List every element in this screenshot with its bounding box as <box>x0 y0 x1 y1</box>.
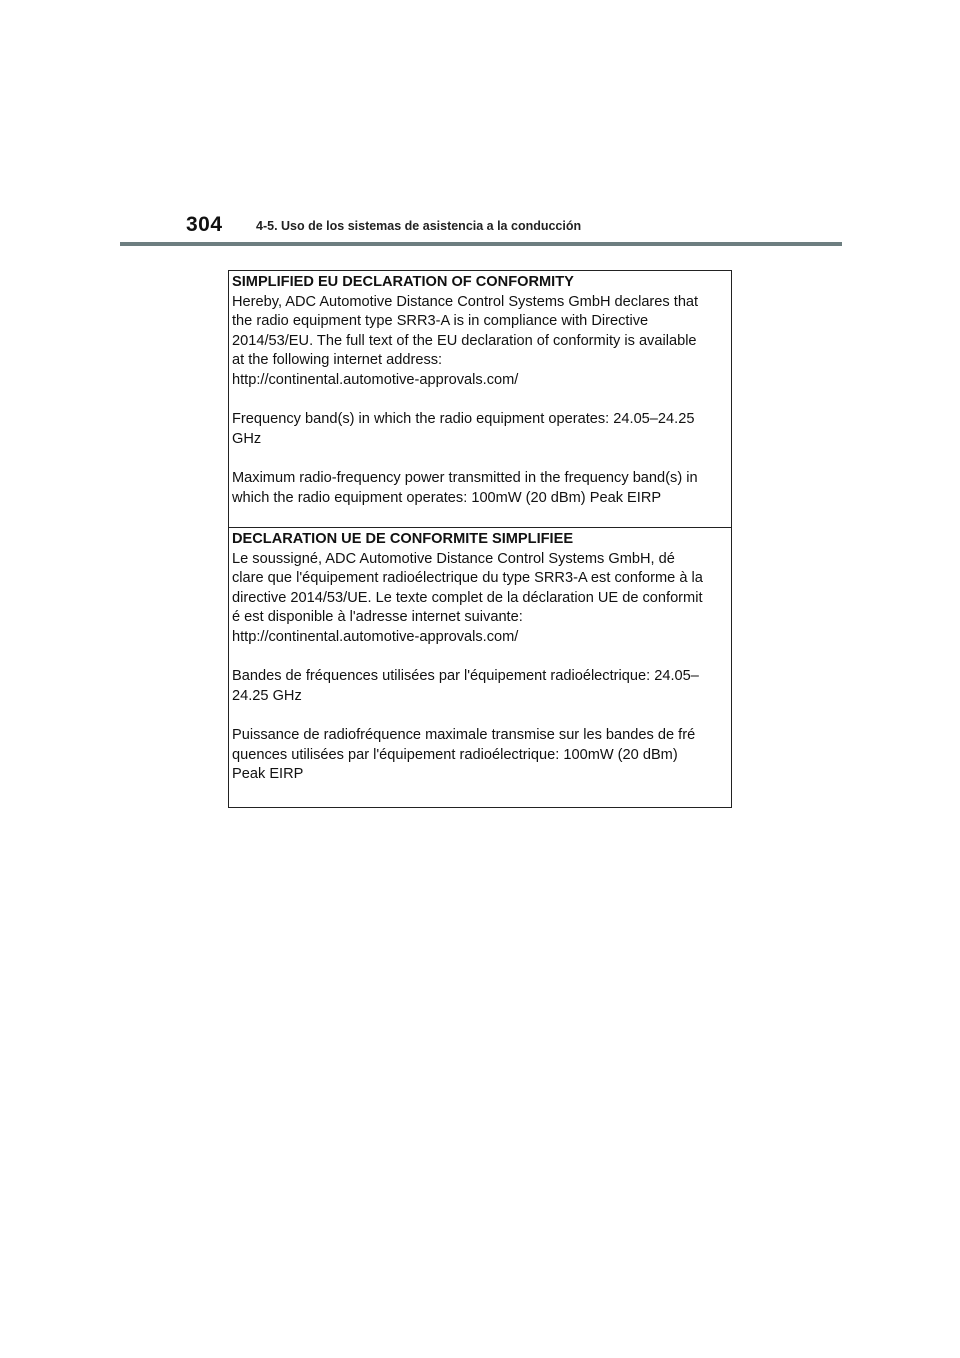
header-divider <box>120 242 842 246</box>
page-header <box>0 0 960 250</box>
declaration-box <box>228 270 732 808</box>
paragraph-gap <box>232 391 728 411</box>
text-line: Hereby, ADC Automotive Distance Control Systems GmbH declares that <box>232 293 699 310</box>
text-line: 24.25 GHz <box>232 687 302 704</box>
text-line: at the following internet address: <box>232 352 443 369</box>
text-line: 2014/53/EU. The full text of the EU declaration of conformity is available <box>232 332 697 349</box>
text-line: é est disponible à l'adresse internet suivante: <box>232 609 523 626</box>
text-line: GHz <box>232 430 262 447</box>
text-line: directive 2014/53/UE. Le texte complet de la déclaration UE de conformit <box>232 589 703 606</box>
declaration-french <box>229 527 731 807</box>
declaration-title-en: SIMPLIFIED EU DECLARATION OF CONFORMITY <box>232 274 574 290</box>
paragraph-gap <box>232 648 728 668</box>
paragraph-gap <box>232 449 728 469</box>
declaration-title-fr: DECLARATION UE DE CONFORMITE SIMPLIFIEE <box>232 531 574 547</box>
text-line: the radio equipment type SRR3-A is in compliance with Directive <box>232 313 649 330</box>
text-line: Le soussigné, ADC Automotive Distance Control Systems GmbH, dé <box>232 550 675 567</box>
text-line: which the radio equipment operates: 100mW (20 dBm) Peak EIRP <box>232 489 662 506</box>
text-line: Frequency band(s) in which the radio equipment operates: 24.05–24.25 <box>232 411 695 428</box>
page-number: 304 <box>186 213 223 236</box>
text-line: Peak EIRP <box>232 766 304 783</box>
declaration-english <box>229 271 731 527</box>
paragraph-gap <box>232 706 728 726</box>
text-line: quences utilisées par l'équipement radioélectrique: 100mW (20 dBm) <box>232 746 678 763</box>
text-line: clare que l'équipement radioélectrique du type SRR3-A est conforme à la <box>232 570 703 587</box>
text-line: Maximum radio-frequency power transmitted in the frequency band(s) in <box>232 469 698 486</box>
text-line: Puissance de radiofréquence maximale transmise sur les bandes de fré <box>232 726 696 743</box>
declaration-url-fr: http://continental.automotive-approvals.com/ <box>232 628 519 645</box>
text-line: Bandes de fréquences utilisées par l'équipement radioélectrique: 24.05– <box>232 668 699 685</box>
declaration-url-en: http://continental.automotive-approvals.com/ <box>232 371 519 388</box>
section-title: 4-5. Uso de los sistemas de asistencia a la conducción <box>256 219 582 233</box>
